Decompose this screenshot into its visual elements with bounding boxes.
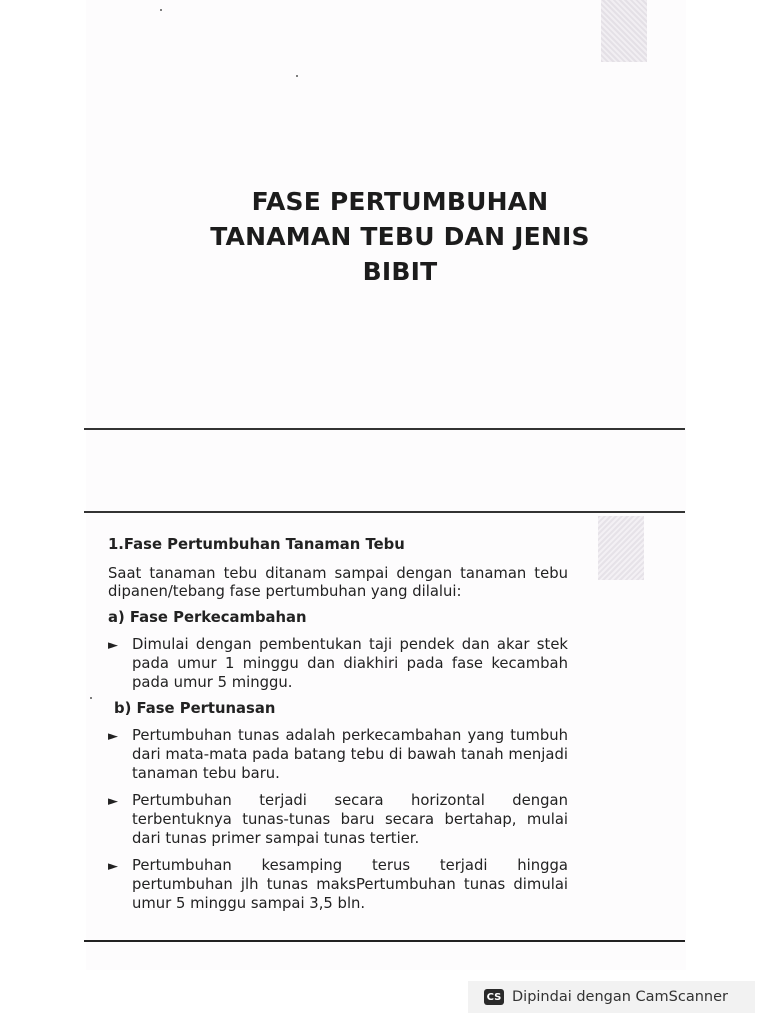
slide-content [108, 536, 568, 921]
bullet-arrow-icon: ► [108, 638, 118, 653]
title-line: FASE PERTUMBUHAN [251, 187, 549, 216]
bullet-item [108, 635, 568, 692]
scan-speck [160, 9, 162, 11]
scan-artifact [598, 516, 644, 580]
bullet-text: Dimulai dengan pembentukan taji pendek dan akar stek pada umur 1 minggu dan diakhiri pada fase kecambah pada umur 5 minggu. [132, 636, 568, 691]
scan-artifact [601, 0, 647, 62]
bullet-text: Pertumbuhan kesamping terus terjadi hingga pertumbuhan jlh tunas maksPertumbuhan tunas dimulai umur 5 minggu sampai 3,5 bln. [132, 857, 568, 912]
bullet-item [108, 856, 568, 913]
camscanner-logo-icon: CS [484, 989, 504, 1005]
scan-speck [296, 75, 298, 77]
slide-divider [84, 428, 685, 430]
section-heading: 1.Fase Pertumbuhan Tanaman Tebu [108, 536, 405, 553]
bullet-arrow-icon: ► [108, 729, 118, 744]
phase-a-label: a) Fase Perkecambahan [108, 609, 307, 626]
phase-b-label: b) Fase Pertunasan [114, 700, 276, 717]
bullet-text: Pertumbuhan tunas adalah perkecambahan yang tumbuh dari mata-mata pada batang tebu di bawah tanah menjadi tanaman tebu baru. [132, 727, 568, 782]
title-line: TANAMAN TEBU DAN JENIS [210, 222, 590, 251]
camscanner-label: Dipindai dengan CamScanner [512, 989, 729, 1005]
bullet-arrow-icon: ► [108, 794, 118, 809]
slide-divider [84, 511, 685, 513]
bullet-item [108, 791, 568, 848]
bullet-arrow-icon: ► [108, 859, 118, 874]
intro-paragraph: Saat tanaman tebu ditanam sampai dengan tanaman tebu dipanen/tebang fase pertumbuhan yang dilalui: [108, 565, 568, 600]
camscanner-watermark [468, 981, 755, 1013]
scan-speck [90, 697, 92, 699]
slide-title [150, 184, 650, 289]
bullet-text: Pertumbuhan terjadi secara horizontal dengan terbentuknya tunas-tunas baru secara bertahap, mulai dari tunas primer sampai tunas tertier. [132, 792, 568, 847]
title-line: BIBIT [362, 257, 438, 286]
slide-bottom-divider [84, 940, 685, 942]
bullet-item [108, 726, 568, 783]
